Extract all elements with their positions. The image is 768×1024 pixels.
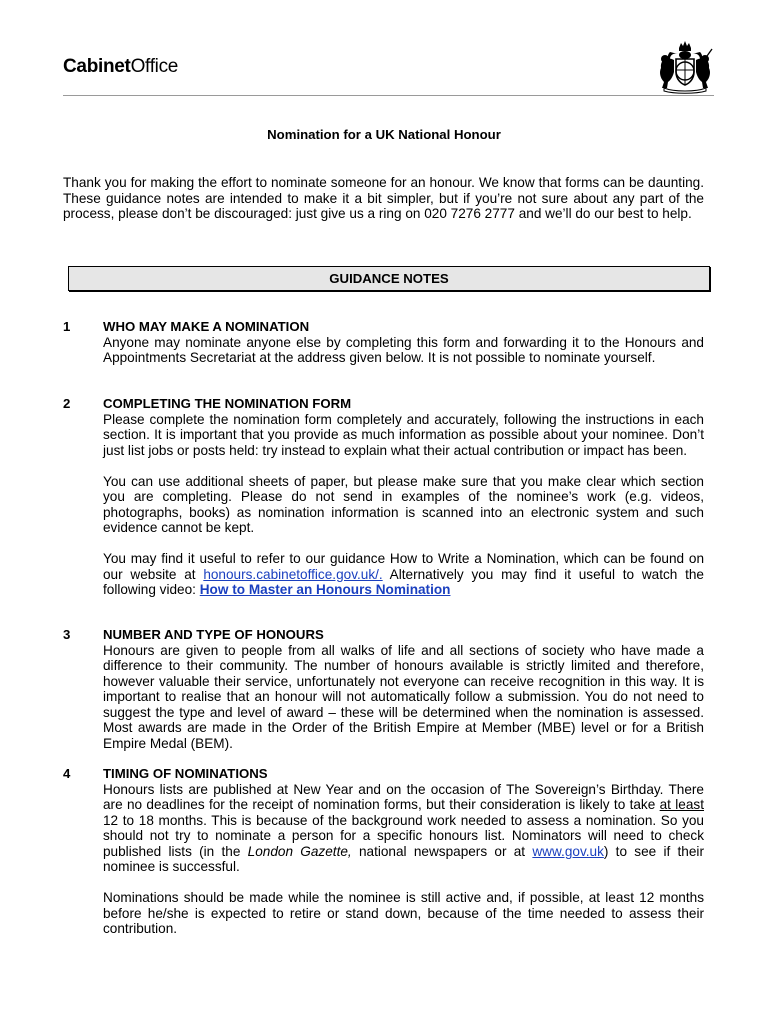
text-run: 12 to 18 months. This is because of the background work needed to assess a nomination. So you should not try to nominate a person for a specific honours list. Nominators will need to check published lists (in the	[103, 812, 704, 859]
text-run: national newspapers or at	[351, 843, 533, 859]
section-paragraph	[103, 782, 704, 875]
cabinet-office-logo	[63, 56, 178, 78]
section-paragraph	[103, 551, 704, 598]
text-run: ) to see if their nominee is successful.	[103, 843, 704, 874]
guidance-notes-heading: GUIDANCE NOTES	[329, 271, 449, 286]
section-paragraph: Nominations should be made while the nominee is still active and, if possible, at least 12 months before he/she is expected to retire or stand down, because of the time needed to assess their contribution.	[103, 890, 704, 936]
guidance-notes-banner	[68, 266, 710, 291]
honours-website-link[interactable]: honours.cabinetoffice.gov.uk/.	[203, 566, 383, 582]
section-paragraph: Please complete the nomination form completely and accurately, following the instructions in each section. It is important that you provide as much information as possible about your nominee. Don’t just list jobs or posts held: try instead to explain what their actual contribution or impact has been.	[103, 411, 704, 458]
section-number: 2	[63, 396, 71, 411]
text-run: Alternatively you may find it useful to watch the following video:	[103, 566, 704, 597]
section-paragraph: Honours are given to people from all walks of life and all sections of society who have made a difference to their community. The number of honours available is strictly limited and therefore, however valuable their service, unfortunately not everyone can receive recognition in this way. It is important to realise that an honour will not automatically follow a submission. You do not need to suggest the type and level of award – these will be determined when the nomination is assessed. Most awards are made in the Order of the British Empire at Member (MBE) level or for a British Empire Medal (BEM).	[103, 642, 704, 751]
section-heading: TIMING OF NOMINATIONS	[103, 766, 268, 781]
text-run: Honours lists are published at New Year and on the occasion of The Sovereign’s Birthday. There are no deadlines for the receipt of nomination forms, but their consideration is likely to take	[103, 781, 704, 812]
section-body	[103, 396, 704, 598]
section-paragraph: You can use additional sheets of paper, but please make sure that you make clear which section you are completing. Please do not send in examples of the nominee’s work (e.g. videos, photographs, books) as nomination information is scanned into an electronic system and such evidence cannot be kept.	[103, 473, 704, 535]
section-number: 1	[63, 319, 71, 334]
logo-word-office: Office	[130, 56, 179, 77]
section-number: 4	[63, 766, 71, 781]
section-heading: COMPLETING THE NOMINATION FORM	[103, 396, 352, 411]
section-paragraph: Anyone may nominate anyone else by completing this form and forwarding it to the Honours and Appointments Secretariat at the address given below. It is not possible to nominate yourself.	[103, 334, 704, 365]
intro-paragraph: Thank you for making the effort to nominate someone for an honour. We know that forms can be daunting. These guidance notes are intended to make it a bit simpler, but if you’re not sure about any part of the process, please don’t be discouraged: just give us a ring on 020 7276 2777 and we’ll do our best to help.	[63, 175, 704, 221]
section-number: 3	[63, 627, 71, 642]
logo-word-cabinet: Cabinet	[63, 56, 131, 77]
document-title: Nomination for a UK National Honour	[267, 127, 501, 142]
section-heading: WHO MAY MAKE A NOMINATION	[103, 319, 310, 334]
section-body	[103, 627, 704, 751]
section-body	[103, 766, 704, 937]
underlined-text: at least	[659, 797, 705, 812]
honours-video-link[interactable]: How to Master an Honours Nomination	[199, 582, 451, 597]
italic-text: London Gazette,	[247, 843, 352, 859]
header-divider	[63, 95, 714, 96]
gov-uk-link[interactable]: www.gov.uk	[532, 843, 604, 859]
text-run: You may find it useful to refer to our guidance How to Write a Nomination, which can be found on our website at	[103, 551, 704, 582]
section-heading: NUMBER AND TYPE OF HONOURS	[103, 627, 324, 642]
royal-coat-of-arms-icon	[654, 40, 716, 94]
section-body	[103, 319, 704, 366]
